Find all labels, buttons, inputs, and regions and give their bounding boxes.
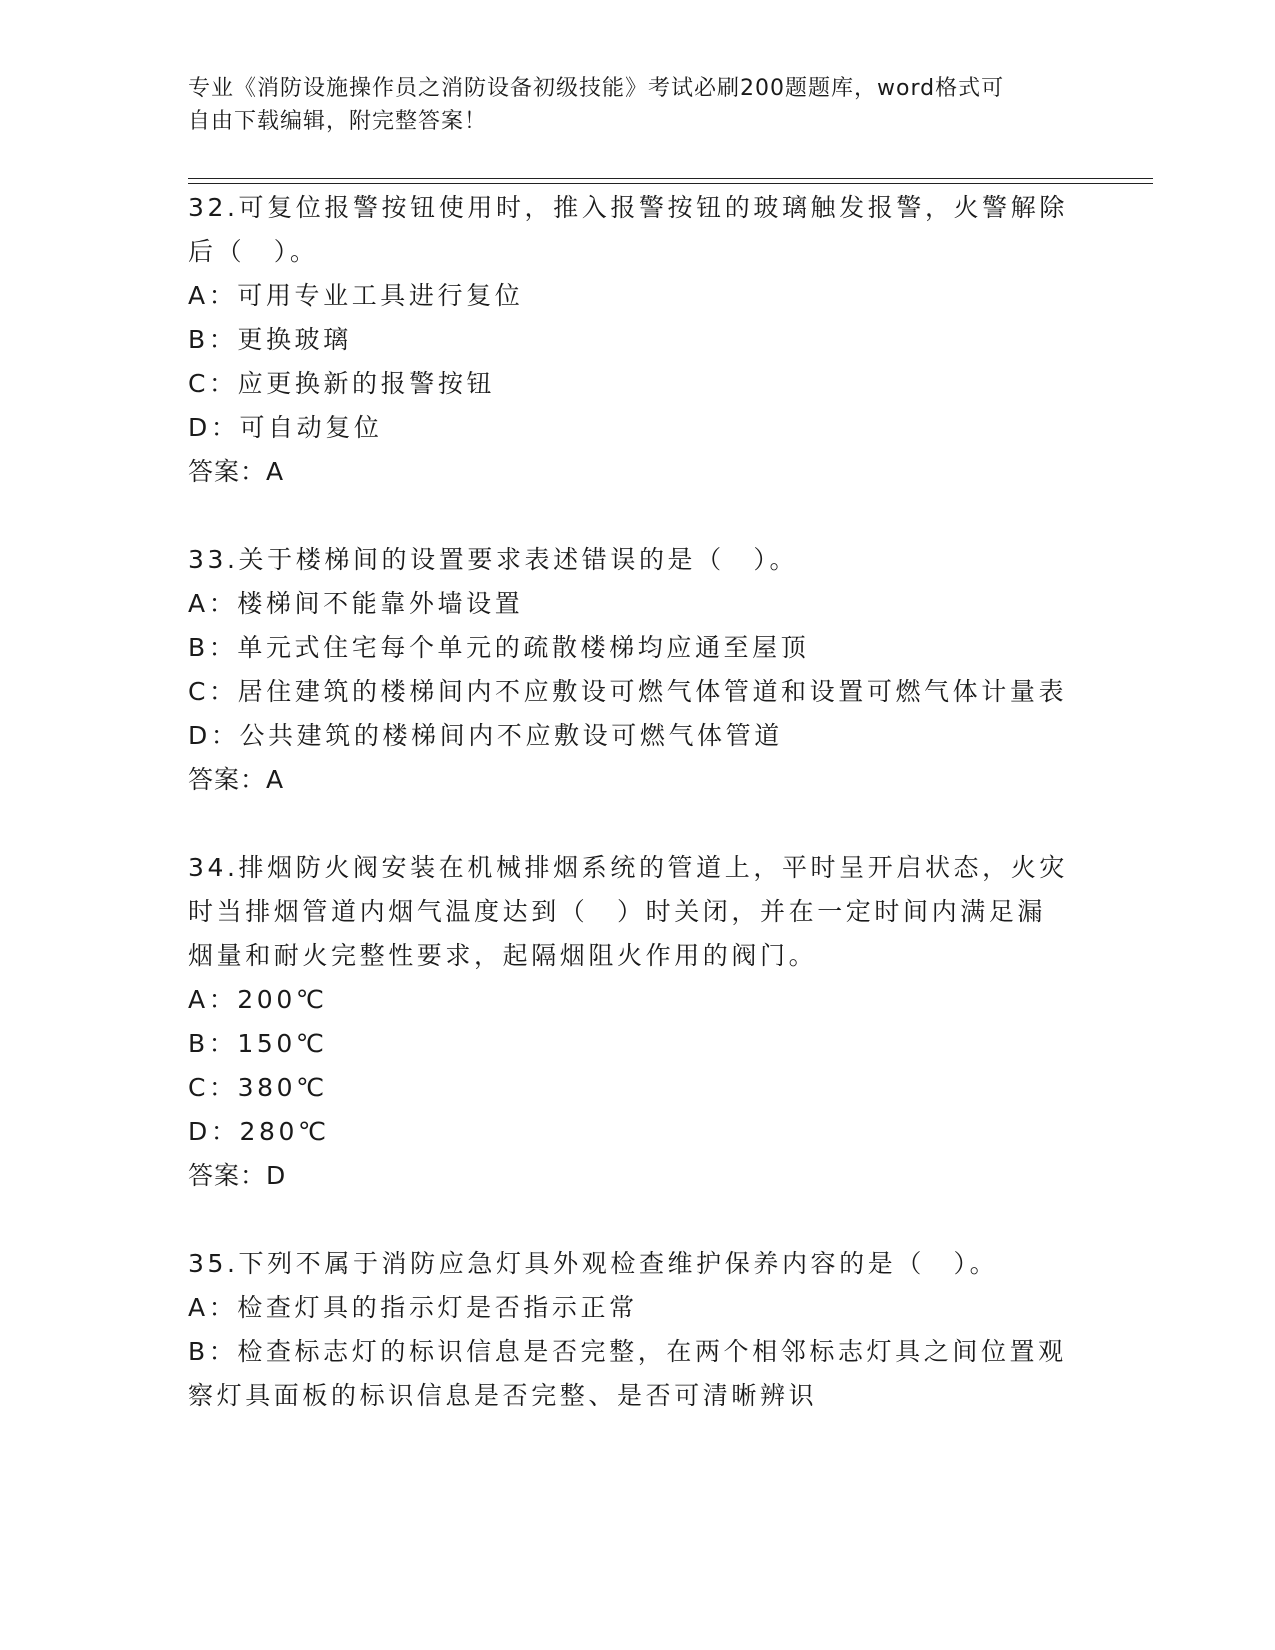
option-c: C：居住建筑的楼梯间内不应敷设可燃气体管道和设置可燃气体计量表 [188,677,1068,706]
option-a: A：200℃ [188,985,328,1014]
question-stem: 35.下列不属于消防应急灯具外观检查维护保养内容的是（ ）。 [188,1249,999,1278]
question-stem: 34.排烟防火阀安装在机械排烟系统的管道上，平时呈开启状态，火灾 [188,853,1068,882]
option-a: A：楼梯间不能靠外墙设置 [188,589,524,618]
header-line-1: 专业《消防设施操作员之消防设备初级技能》考试必刷200题题库，word格式可 [188,76,1005,101]
option-d: D：公共建筑的楼梯间内不应敷设可燃气体管道 [188,721,783,750]
question-stem: 后（ ）。 [188,237,319,266]
option-b: B：检查标志灯的标识信息是否完整，在两个相邻标志灯具之间位置观 [188,1337,1067,1366]
option-c: C：380℃ [188,1073,328,1102]
option-b: B：更换玻璃 [188,325,352,354]
option-b: B：150℃ [188,1029,328,1058]
header-divider-top [188,178,1153,179]
answer: 答案：A [188,457,285,486]
question-stem: 33.关于楼梯间的设置要求表述错误的是（ ）。 [188,545,799,574]
question-stem: 时当排烟管道内烟气温度达到（ ）时关闭，并在一定时间内满足漏 [188,897,1047,926]
option-c: C：应更换新的报警按钮 [188,369,496,398]
option-d: D：可自动复位 [188,413,383,442]
answer: 答案：A [188,765,285,794]
answer: 答案：D [188,1161,287,1190]
document-header [188,72,1068,138]
header-divider-bottom [188,183,1153,184]
option-a: A：可用专业工具进行复位 [188,281,524,310]
question-stem: 烟量和耐火完整性要求，起隔烟阻火作用的阀门。 [188,941,818,970]
option-d: D：280℃ [188,1117,330,1146]
header-line-2: 自由下载编辑，附完整答案！ [188,109,488,134]
option-a: A：检查灯具的指示灯是否指示正常 [188,1293,638,1322]
option-b-continued: 察灯具面板的标识信息是否完整、是否可清晰辨识 [188,1381,818,1410]
option-b: B：单元式住宅每个单元的疏散楼梯均应通至屋顶 [188,633,810,662]
question-stem: 32.可复位报警按钮使用时，推入报警按钮的玻璃触发报警，火警解除 [188,193,1068,222]
